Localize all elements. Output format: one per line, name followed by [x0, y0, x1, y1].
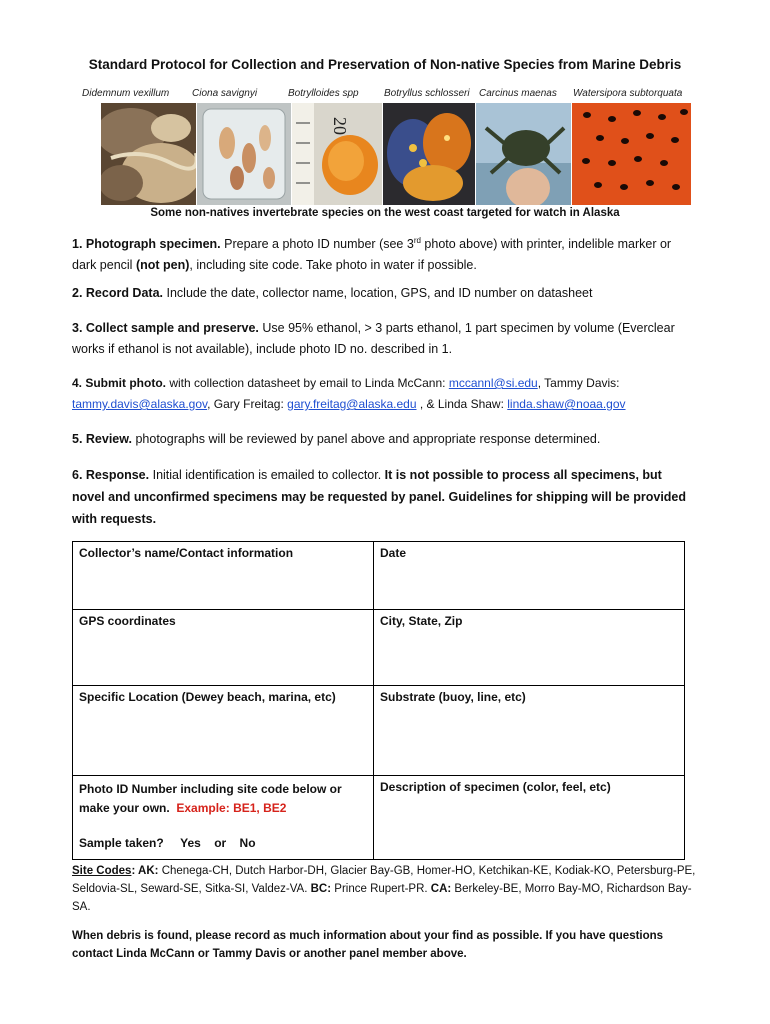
label-substrate: Substrate (buoy, line, etc)	[380, 690, 526, 704]
site-codes-ak: Chenega-CH, Dutch Harbor-DH, Glacier Bay-GB, Homer-HO, Ketchikan-KE, Kodiak-KO, Petersburg-PE, Seldovia-SL, Seward-SE, Sitka-SI, Valdez-VA.	[72, 865, 696, 895]
step-4-text-c: , Gary Freitag:	[207, 397, 288, 411]
species-label-watersipora: Watersipora subtorquata	[573, 88, 683, 99]
collection-datasheet	[72, 541, 685, 860]
step-5-text: photographs will be reviewed by panel above and appropriate response determined.	[132, 432, 601, 446]
photo-carcinus	[476, 103, 571, 205]
step-3	[72, 318, 692, 360]
cell-substrate[interactable]	[374, 686, 685, 776]
step-5	[72, 429, 692, 450]
photo-ciona	[197, 103, 291, 205]
step-3-text: Use 95% ethanol, > 3 parts ethanol, 1 part specimen by volume (Everclear works if ethanol is not available), include photo ID no. described in 1.	[72, 321, 675, 356]
cell-description[interactable]	[374, 776, 685, 860]
cell-collector[interactable]	[73, 542, 374, 610]
document-title: Standard Protocol for Collection and Preservation of Non-native Species from Marine Debris	[88, 57, 682, 72]
cell-city[interactable]	[374, 610, 685, 686]
label-photo-id: Photo ID Number including site code below or make your own.	[79, 782, 342, 815]
species-photo-strip	[101, 103, 691, 205]
email-link-davis[interactable]: tammy.davis@alaska.gov	[72, 397, 208, 411]
label-sample-taken: Sample taken?	[79, 836, 164, 850]
site-codes-ca: Berkeley-BE, Morro Bay-MO, Richardson Bay-SA.	[72, 883, 692, 913]
photo-botrylloides	[292, 103, 382, 205]
species-label-botryllus: Botryllus schlosseri	[384, 88, 470, 99]
cell-date[interactable]	[374, 542, 685, 610]
step-4-text-d: , & Linda Shaw:	[416, 397, 508, 411]
step-1-text-c: , including site code. Take photo in water if possible.	[189, 258, 477, 273]
site-codes-bc-label: BC:	[310, 883, 332, 895]
step-1-heading: 1. Photograph specimen.	[72, 237, 221, 252]
site-codes-ca-label: CA:	[430, 883, 452, 895]
step-6-heading: 6. Response.	[72, 468, 150, 482]
label-description: Description of specimen (color, feel, etc)	[380, 780, 611, 794]
label-location: Specific Location (Dewey beach, marina, etc)	[79, 690, 336, 704]
step-6-bold-text: It is not possible to process all specimens, but novel and unconfirmed specimens may be requested by panel. Guidelines for shipping will be provided with requests.	[72, 468, 687, 526]
label-gps: GPS coordinates	[79, 614, 176, 628]
site-codes-label: Site Codes	[72, 865, 132, 877]
species-label-didemnum: Didemnum vexillum	[82, 88, 170, 99]
photo-botryllus	[383, 103, 475, 205]
step-1-sup: rd	[413, 236, 421, 245]
step-2-heading: 2. Record Data.	[72, 286, 164, 300]
step-1-text-a: Prepare a photo ID number (see 3	[220, 237, 414, 252]
step-2	[72, 283, 692, 304]
cell-gps[interactable]	[73, 610, 374, 686]
site-codes-ak-label: AK:	[138, 865, 159, 877]
species-label-row	[82, 88, 692, 102]
option-no[interactable]: No	[239, 836, 256, 850]
step-5-heading: 5. Review.	[72, 432, 132, 446]
step-6	[72, 464, 692, 530]
site-codes: Site Codes: AK: Chenega-CH, Dutch Harbor-DH, Glacier Bay-GB, Homer-HO, Ketchikan-KE, Kodiak-KO, Petersburg-PE, Seldovia-SL, Seward-SE, Sitka-SI, Valdez-VA. BC: Prince Rupert-PR. CA: Berkeley-BE, Morro Bay-MO, Richardson Bay-SA.	[72, 865, 696, 913]
step-4-text-a: with collection datasheet by email to Linda McCann:	[166, 376, 449, 390]
species-label-botrylloides: Botrylloides spp	[288, 88, 359, 99]
step-3-heading: 3. Collect sample and preserve.	[72, 321, 259, 335]
cell-location[interactable]	[73, 686, 374, 776]
step-1	[72, 230, 692, 276]
email-link-shaw[interactable]: linda.shaw@noaa.gov	[507, 397, 626, 411]
closing-note: When debris is found, please record as much information about your find as possible. If you have questions contact Linda McCann or Tammy Davis or another panel member above.	[72, 930, 664, 960]
step-1-text-b: photo above) with printer, indelible marker or dark pencil	[72, 237, 672, 273]
step-4	[72, 373, 692, 415]
option-or: or	[214, 836, 227, 850]
label-city: City, State, Zip	[380, 614, 463, 628]
label-date: Date	[380, 546, 407, 560]
example-text: Example: BE1, BE2	[176, 801, 287, 815]
cell-photo-id[interactable]	[73, 776, 374, 860]
photo-didemnum	[101, 103, 196, 205]
step-1-not-pen: (not pen)	[135, 258, 190, 273]
step-6-text: Initial identification is emailed to collector.	[149, 468, 385, 482]
step-4-heading: 4. Submit photo.	[72, 376, 166, 390]
email-link-mccann[interactable]: mccannl@si.edu	[448, 376, 538, 390]
species-label-carcinus: Carcinus maenas	[479, 88, 557, 99]
step-2-text: Include the date, collector name, location, GPS, and ID number on datasheet	[163, 286, 593, 300]
photo-caption: Some non-natives invertebrate species on the west coast targeted for watch in Alaska	[150, 207, 620, 219]
photo-ruler-label: 20	[330, 117, 350, 135]
label-collector: Collector’s name/Contact information	[79, 546, 294, 560]
photo-watersipora	[572, 103, 691, 205]
email-link-freitag[interactable]: gary.freitag@alaska.edu	[287, 397, 417, 411]
species-label-ciona: Ciona savignyi	[192, 88, 258, 99]
option-yes[interactable]: Yes	[180, 836, 201, 850]
site-codes-bc: Prince Rupert-PR.	[331, 883, 431, 895]
step-4-text-b: , Tammy Davis:	[537, 376, 620, 390]
